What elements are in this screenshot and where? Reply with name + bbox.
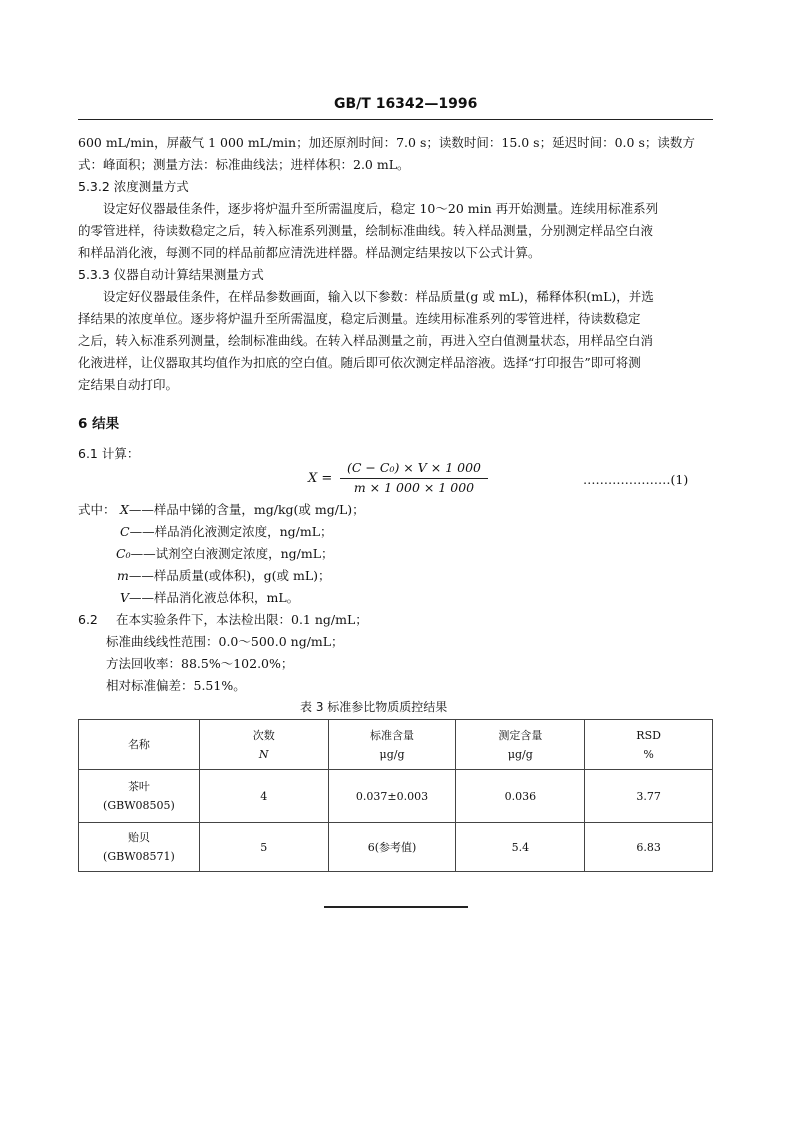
table-row bbox=[79, 823, 713, 872]
end-rule bbox=[324, 906, 468, 908]
table-cell: 茶叶 (GBW08505) bbox=[79, 770, 200, 823]
table-header-row bbox=[79, 720, 713, 770]
table-cell: 4 bbox=[199, 770, 328, 823]
table-cell: 3.77 bbox=[585, 770, 713, 823]
variables-prefix: 式中： bbox=[78, 502, 116, 517]
header-rule bbox=[78, 119, 713, 120]
header-cell: 次数 N bbox=[199, 720, 328, 770]
table-cell: 5 bbox=[199, 823, 328, 872]
variable-symbol: C bbox=[120, 524, 130, 539]
section-5-3-2-line: 的零管进样，待读数稳定之后，转入标准系列测量，绘制标准曲线。转入样品测量，分别测定样品空白液 bbox=[78, 223, 654, 238]
variable-desc: ——样品消化液总体积，mL。 bbox=[129, 590, 300, 605]
results-table bbox=[78, 719, 713, 872]
section-6-1-heading: 6.1 计算： bbox=[78, 446, 140, 461]
section-5-3-2-line: 设定好仪器最佳条件，逐步将炉温升至所需温度后，稳定 10～20 min 再开始测量。连续用标准系列 bbox=[103, 201, 659, 216]
variable-symbol: C₀ bbox=[116, 546, 131, 561]
variable-symbol: X bbox=[120, 502, 129, 517]
table-cell: 5.4 bbox=[456, 823, 585, 872]
table-cell: 6.83 bbox=[585, 823, 713, 872]
section-5-3-3-heading: 5.3.3 仪器自动计算结果测量方式 bbox=[78, 267, 264, 282]
variable-item bbox=[120, 522, 333, 542]
header-cell: 标准含量 μg/g bbox=[328, 720, 456, 770]
formula-denominator: m × 1 000 × 1 000 bbox=[353, 480, 475, 495]
page-header-title: GB/T 16342—1996 bbox=[334, 96, 478, 112]
variable-desc: ——试剂空白液测定浓度，ng/mL； bbox=[130, 546, 334, 561]
section-6-2-line-4: 相对标准偏差：5.51%。 bbox=[106, 678, 246, 693]
section-6-2-heading: 6.2 bbox=[78, 612, 98, 627]
variable-symbol: m bbox=[117, 568, 129, 583]
fraction-bar bbox=[340, 478, 488, 479]
section-5-3-3-line: 设定好仪器最佳条件，在样品参数画面，输入以下参数：样品质量(g 或 mL)，稀释体积(mL)，并选 bbox=[103, 289, 654, 304]
intro-line-1: 600 mL/min，屏蔽气 1 000 mL/min；加还原剂时间：7.0 s；读数时间：15.0 s；延迟时间：0.0 s；读数方 bbox=[78, 135, 695, 150]
section-5-3-3-line: 择结果的浓度单位。逐步将炉温升至所需温度，稳定后测量。连续用标准系列的零管进样，待读数稳定 bbox=[78, 311, 641, 326]
section-5-3-3-line: 之后，转入标准系列测量，绘制标准曲线。在转入样品测量之前，再进入空白值测量状态，用样品空白消 bbox=[78, 333, 654, 348]
section-6-2-line-2: 标准曲线线性范围：0.0～500.0 ng/mL； bbox=[106, 634, 344, 649]
variable-item bbox=[120, 588, 299, 608]
section-5-3-3-line: 定结果自动打印。 bbox=[78, 377, 179, 392]
variable-item bbox=[120, 500, 365, 520]
variable-symbol: V bbox=[120, 590, 130, 605]
equation-number: …………………(1) bbox=[583, 472, 689, 487]
table-cell: 贻贝 (GBW08571) bbox=[79, 823, 200, 872]
table-caption: 表 3 标准参比物质质控结果 bbox=[300, 700, 448, 714]
variable-desc: ——样品消化液测定浓度，ng/mL； bbox=[129, 524, 333, 539]
header-cell: RSD % bbox=[585, 720, 713, 770]
table-cell: 0.036 bbox=[456, 770, 585, 823]
header-cell: 名称 bbox=[79, 720, 200, 770]
section-5-3-2-heading: 5.3.2 浓度测量方式 bbox=[78, 179, 189, 194]
variable-item bbox=[116, 544, 334, 564]
table-row bbox=[79, 770, 713, 823]
section-6-heading: 6 结果 bbox=[78, 416, 120, 432]
table-cell: 6(参考值) bbox=[328, 823, 456, 872]
variable-desc: ——样品质量(或体积)，g(或 mL)； bbox=[128, 568, 331, 583]
section-5-3-2-line: 和样品消化液，每测不同的样品前都应清洗进样器。样品测定结果按以下公式计算。 bbox=[78, 245, 541, 260]
variable-desc: ——样品中锑的含量，mg/kg(或 mg/L)； bbox=[128, 502, 365, 517]
formula-lhs: X = bbox=[308, 471, 333, 486]
variable-item bbox=[117, 566, 331, 586]
formula-numerator: (C − C₀) × V × 1 000 bbox=[347, 460, 481, 475]
table-cell: 0.037±0.003 bbox=[328, 770, 456, 823]
section-6-2-line-3: 方法回收率：88.5%～102.0%； bbox=[106, 656, 294, 671]
section-5-3-3-line: 化液进样，让仪器取其均值作为扣底的空白值。随后即可依次测定样品溶液。选择“打印报告”即可将测 bbox=[78, 355, 641, 370]
section-6-2-line-1: 在本实验条件下，本法检出限：0.1 ng/mL； bbox=[116, 612, 368, 627]
header-cell: 测定含量 μg/g bbox=[456, 720, 585, 770]
intro-line-2: 式：峰面积；测量方法：标准曲线法；进样体积：2.0 mL。 bbox=[78, 157, 410, 172]
